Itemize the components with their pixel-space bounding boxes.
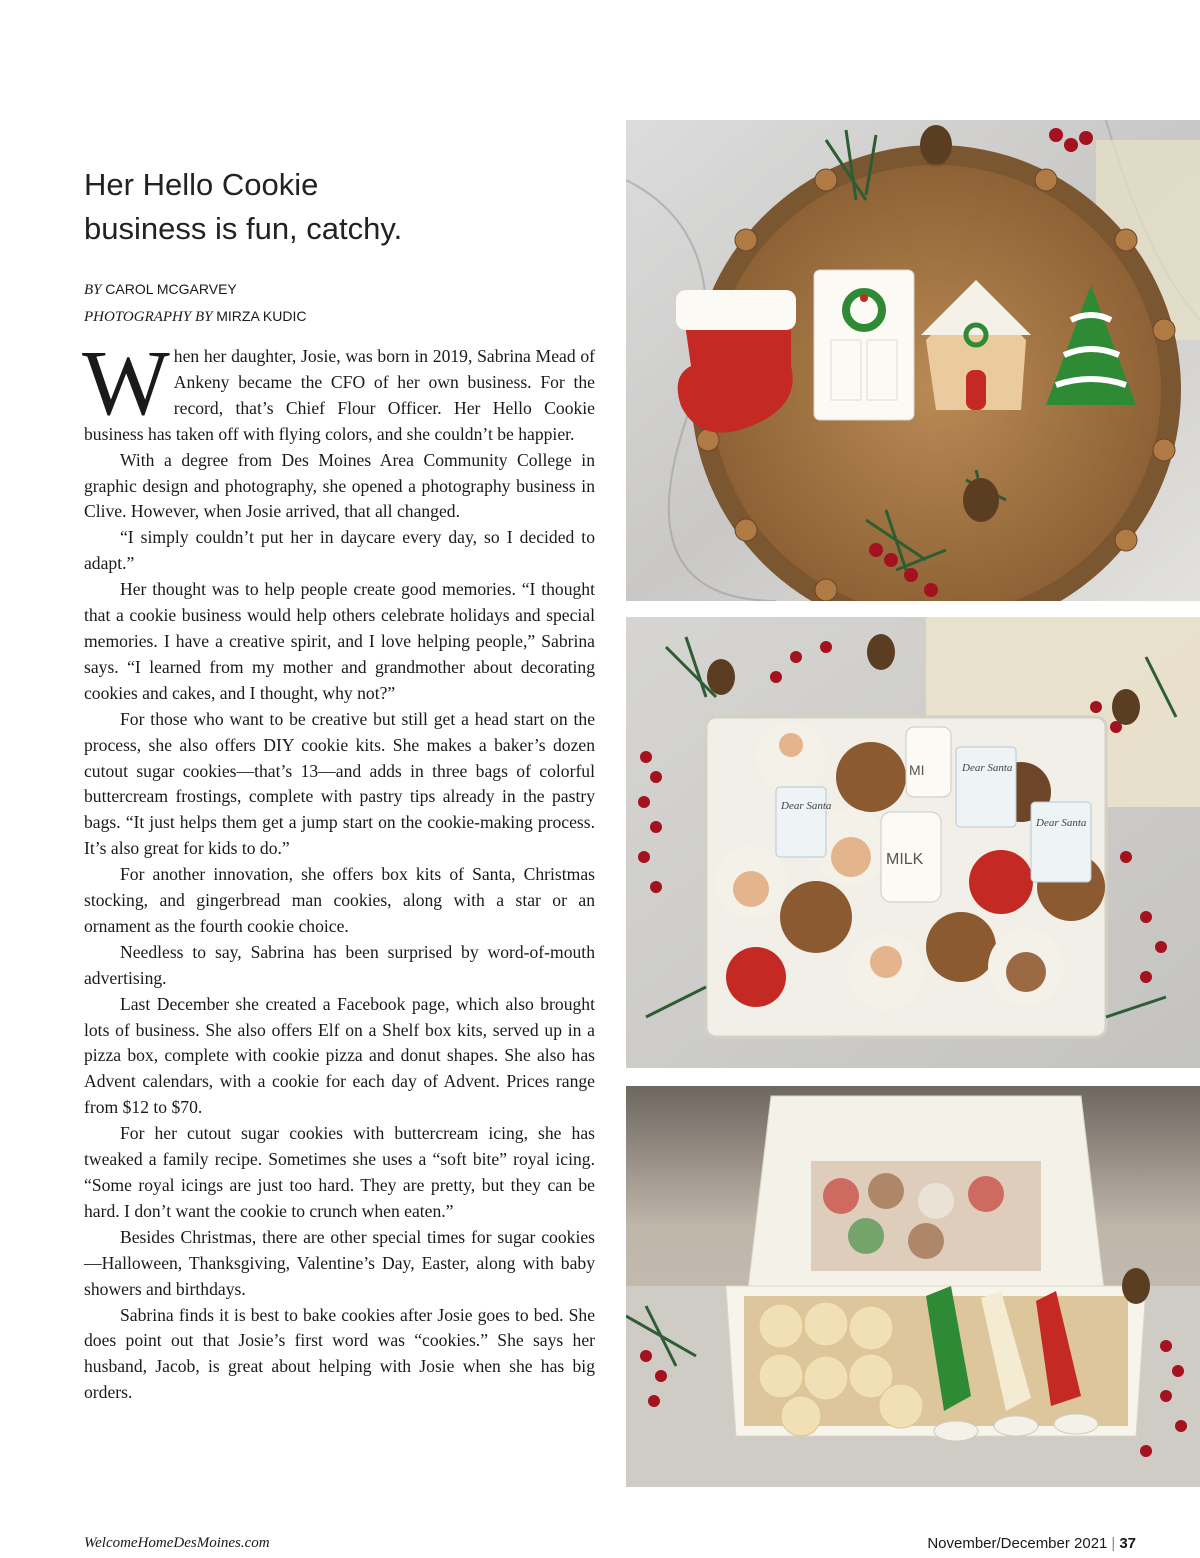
article-paragraph: “I simply couldn’t put her in daycare every day, so I decided to adapt.” — [84, 527, 595, 574]
photo-credit — [84, 303, 306, 330]
article-paragraph: Last December she created a Facebook page, which also brought lots of business. She also offers Elf on a Shelf box kits, served up in a pizza box, complete with cookie pizza and donut shapes. She also has Advent calendars, with a cookie for each day of Advent. Prices range from $12 to $70. — [84, 993, 595, 1118]
footer-issue-date: November/December 2021 — [927, 1535, 1108, 1552]
article-credits — [84, 276, 306, 330]
footer-website: WelcomeHomeDesMoines.com — [84, 1535, 270, 1551]
milk-label-1: MILK — [886, 851, 924, 868]
article-paragraph: For her cutout sugar cookies with buttercream icing, she has tweaked a family recipe. Sometimes she uses a “soft bite” royal icing. “Some royal icings are just too hard. They are pretty, but they can be hard. I don’t want the cookie to crunch when eaten.” — [84, 1123, 595, 1221]
article-paragraph-1 — [82, 332, 595, 448]
article-paragraph: Needless to say, Sabrina has been surprised by word-of-mouth advertising. — [84, 941, 595, 988]
article-paragraph: With a degree from Des Moines Area Community College in graphic design and photography, she opened a photography business in Clive. However, when Josie arrived, that all changed. — [84, 449, 595, 522]
photo-credit-label: PHOTOGRAPHY BY — [84, 309, 213, 325]
author-name: CAROL MCGARVEY — [105, 281, 237, 297]
byline-label: BY — [84, 282, 102, 298]
first-paragraph-text: hen her daughter, Josie, was born in 2019, Sabrina Mead of Ankeny became the CFO of her own business. For the record, that’s Chief Flour Officer. Her Hello Cookie business has taken off with flying colors, and she couldn’t be happier. — [84, 346, 595, 444]
article-paragraph: Sabrina finds it is best to bake cookies after Josie goes to bed. She does point out that Josie’s first word was “cookies.” She says her husband, Jacob, is great about helping with Josie when she has big orders. — [84, 1304, 595, 1403]
article-paragraph: For those who want to be creative but still get a head start on the process, she also offers DIY cookie kits. She makes a baker’s dozen cutout sugar cookies—that’s 13—and adds in three bags of colorful buttercream frostings, complete with pastry tips already in the pastry bags. “It just helps them get a jump start on the cookie-making process. It’s also great for kids to do.” — [84, 708, 595, 859]
byline — [84, 276, 306, 303]
footer-issue-info — [927, 1535, 1136, 1552]
milk-label-2: MI — [909, 762, 925, 778]
photographer-name: MIRZA KUDIC — [216, 308, 307, 324]
dear-santa-label-1: Dear Santa — [781, 800, 832, 812]
dear-santa-label-3: Dear Santa — [1036, 817, 1087, 829]
headline-line-2: business is fun, catchy. — [84, 211, 403, 246]
article-paragraph: Besides Christmas, there are other special times for sugar cookies—Halloween, Thanksgiving, Valentine’s Day, Easter, along with baby showers and birthdays. — [84, 1226, 595, 1299]
photo-cookies-on-wood-board — [626, 120, 1200, 601]
dear-santa-label-2: Dear Santa — [962, 762, 1013, 774]
photo-santa-cookie-platter — [626, 617, 1200, 1068]
article-body — [82, 332, 595, 1406]
article-paragraph: For another innovation, she offers box kits of Santa, Christmas stocking, and gingerbread man cookies, along with a star or an ornament as the fourth cookie choice. — [84, 864, 595, 936]
article-headline — [84, 163, 584, 251]
page-number: 37 — [1119, 1535, 1136, 1552]
footer-separator: | — [1111, 1535, 1116, 1552]
headline-line-1: Her Hello Cookie — [84, 167, 319, 202]
article-paragraph: Her thought was to help people create good memories. “I thought that a cookie business would help others celebrate holidays and special memories. I have a creative spirit, and I love helping people,” Sabrina says. “I learned from my mother and grandmother about decorating cookies and cakes, and I thought, why not?” — [84, 579, 595, 703]
photo-diy-cookie-kit-box — [626, 1086, 1200, 1487]
drop-cap: W — [82, 332, 170, 435]
